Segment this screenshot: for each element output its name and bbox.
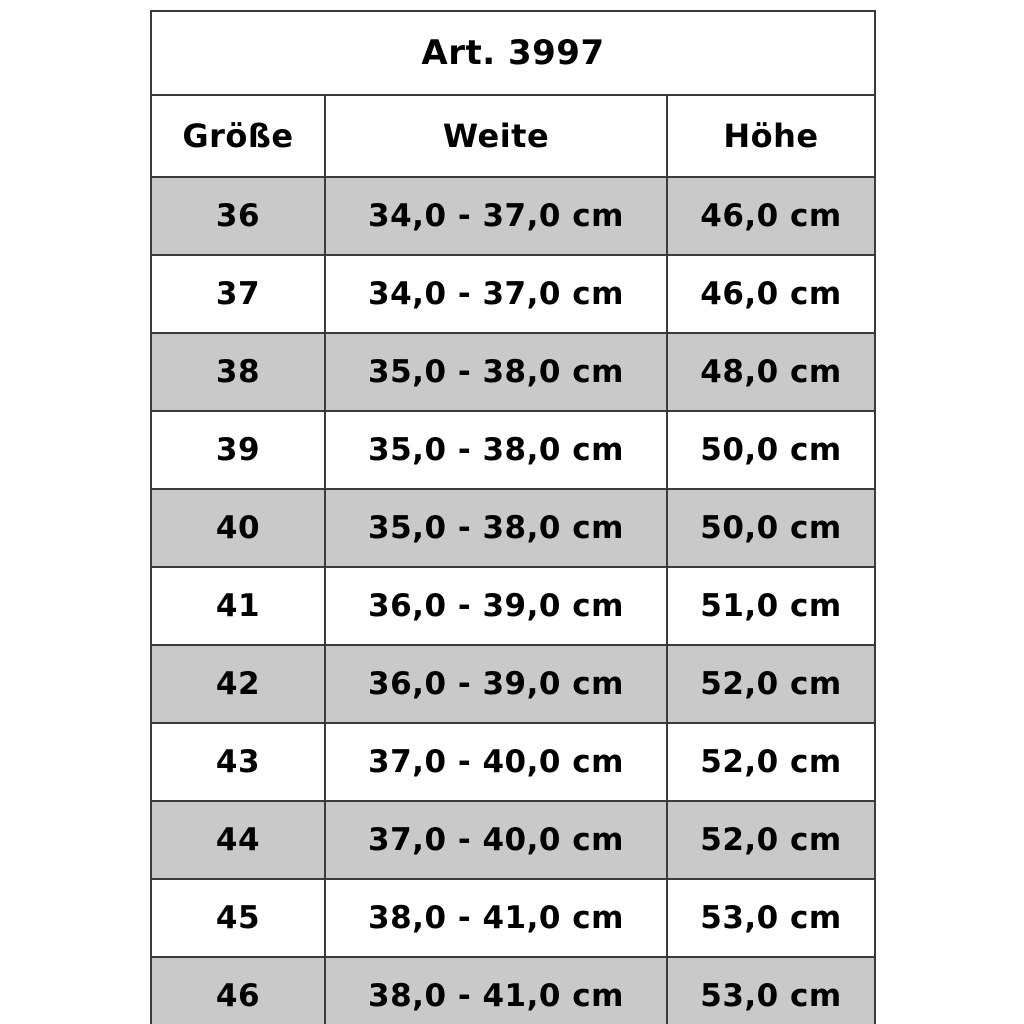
cell-width: 34,0 - 37,0 cm xyxy=(325,177,667,255)
title-row xyxy=(151,11,875,95)
article-title: Art. 3997 xyxy=(151,11,875,95)
table-row xyxy=(151,489,875,567)
cell-size: 39 xyxy=(151,411,325,489)
cell-width: 38,0 - 41,0 cm xyxy=(325,957,667,1024)
cell-width: 35,0 - 38,0 cm xyxy=(325,489,667,567)
cell-size: 45 xyxy=(151,879,325,957)
cell-width: 36,0 - 39,0 cm xyxy=(325,645,667,723)
table-row xyxy=(151,645,875,723)
table-row xyxy=(151,801,875,879)
size-chart-table xyxy=(150,10,876,1024)
table-row xyxy=(151,411,875,489)
cell-height: 46,0 cm xyxy=(667,177,875,255)
cell-height: 52,0 cm xyxy=(667,723,875,801)
cell-width: 34,0 - 37,0 cm xyxy=(325,255,667,333)
cell-height: 50,0 cm xyxy=(667,411,875,489)
cell-size: 41 xyxy=(151,567,325,645)
table-row xyxy=(151,723,875,801)
table-row xyxy=(151,177,875,255)
size-chart-body xyxy=(151,11,875,1024)
cell-height: 51,0 cm xyxy=(667,567,875,645)
cell-width: 36,0 - 39,0 cm xyxy=(325,567,667,645)
cell-height: 50,0 cm xyxy=(667,489,875,567)
column-header-width: Weite xyxy=(325,95,667,177)
table-row xyxy=(151,255,875,333)
cell-width: 35,0 - 38,0 cm xyxy=(325,333,667,411)
column-header-size: Größe xyxy=(151,95,325,177)
table-row xyxy=(151,333,875,411)
table-row xyxy=(151,957,875,1024)
column-header-height: Höhe xyxy=(667,95,875,177)
header-row xyxy=(151,95,875,177)
cell-size: 43 xyxy=(151,723,325,801)
cell-width: 37,0 - 40,0 cm xyxy=(325,723,667,801)
cell-height: 52,0 cm xyxy=(667,801,875,879)
cell-size: 42 xyxy=(151,645,325,723)
cell-size: 36 xyxy=(151,177,325,255)
cell-height: 48,0 cm xyxy=(667,333,875,411)
cell-width: 37,0 - 40,0 cm xyxy=(325,801,667,879)
cell-width: 35,0 - 38,0 cm xyxy=(325,411,667,489)
cell-height: 53,0 cm xyxy=(667,957,875,1024)
cell-height: 53,0 cm xyxy=(667,879,875,957)
size-chart-container xyxy=(150,10,874,1014)
cell-size: 40 xyxy=(151,489,325,567)
cell-height: 46,0 cm xyxy=(667,255,875,333)
cell-size: 44 xyxy=(151,801,325,879)
cell-size: 38 xyxy=(151,333,325,411)
cell-height: 52,0 cm xyxy=(667,645,875,723)
cell-size: 37 xyxy=(151,255,325,333)
cell-width: 38,0 - 41,0 cm xyxy=(325,879,667,957)
table-row xyxy=(151,879,875,957)
table-row xyxy=(151,567,875,645)
cell-size: 46 xyxy=(151,957,325,1024)
